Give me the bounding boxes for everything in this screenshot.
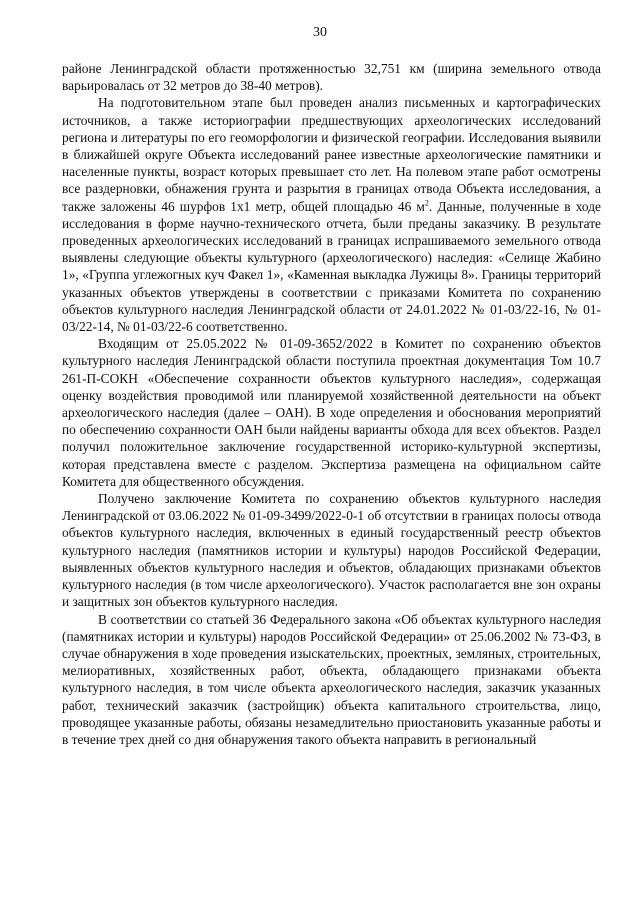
- paragraph-5: В соответствии со статьей 36 Федерального закона «Об объектах культурного наследия (памятниках истории и культуры) народов Российской Федерации» от 25.06.2002 № 73-ФЗ, в случае обнаружения в ходе проведения изыскательских, проектных, земляных, строительных, мелиоративных, хозяйственных работ, объекта, обладающего признаками объекта культурного наследия, в том числе объекта археологического наследия, заказчик указанных работ, технический заказчик (застройщик) объекта капитального строительства, лицо, проводящее указанные работы, обязаны незамедлительно приостановить указанные работы и в течение трех дней со дня обнаружения такого объекта направить в региональный: [62, 611, 601, 747]
- paragraph-2-text-start: На подготовительном этапе был проведен анализ письменных и картографических источников, а также историографии предшествующих археологических исследований региона и литературы по его геоморфологии и физической географии. Исследования выявили в ближайшей округе Объекта исследований ранее известные археологические памятники и населенные пункты, возраст которых превышает сто лет. На полевом этапе работ осмотрены все раздерновки, обнажения грунта и разрытия в границах отвода Объекта исследования, а также заложены 46 шурфов 1х1 метр, общей площадью 46 м: [62, 95, 601, 214]
- paragraph-1: районе Ленинградской области протяженностью 32,751 км (ширина земельного отвода варьировалась от 32 метров до 38-40 метров).: [62, 61, 601, 94]
- paragraph-3: Входящим от 25.05.2022 № 01-09-3652/2022 в Комитет по сохранению объектов культурного наследия Ленинградской области поступила проектная документация Том 10.7 261-П-СОКН «Обеспечение сохранности объектов культурного наследия», содержащая оценку воздействия проводимой или планируемой хозяйственной деятельности на объект археологического наследия (далее – ОАН). В ходе определения и обоснования мероприятий по обеспечению сохранности ОАН были найдены варианты обхода для всех объектов. Раздел получил положительное заключение государственной историко-культурной экспертизы, которая представлена вместе с разделом. Экспертиза размещена на официальном сайте Комитета для общественного обсуждения.: [62, 336, 601, 489]
- paragraph-4: Получено заключение Комитета по сохранению объектов культурного наследия Ленинградской от 03.06.2022 № 01-09-3499/2022-0-1 об отсутствии в границах полосы отвода объектов культурного наследия, включенных в единый государственный реестр объектов культурного наследия (памятников истории и культуры) народов Российской Федерации, выявленных объектов культурного наследия и объектов, обладающих признаками объектов культурного наследия (в том числе археологического). Участок располагается вне зон охраны и защитных зон объектов культурного наследия.: [62, 491, 601, 610]
- page-number: 30: [313, 25, 327, 40]
- paragraph-2-text-end: . Данные, полученные в ходе исследования в форме научно-технического отчета, были преданы заказчику. В результате проведенных археологических исследований в границах испрашиваемого земельного отвода выявлены следующие объекты культурного (археологического) наследия: «Селище Жабино 1», «Группа углежогных куч Факел 1», «Каменная выкладка Лужицы 8». Границы территорий указанных объектов утверждены в соответствии с приказами Комитета по сохранению объектов культурного наследия Ленинградской области от 24.01.2022 № 01-03/22-16, № 01-03/22-14, № 01-03/22-6 соответственно.: [62, 198, 601, 335]
- paragraph-2: [62, 94, 601, 335]
- superscript-2: 2: [424, 198, 429, 208]
- document-body: [62, 60, 601, 748]
